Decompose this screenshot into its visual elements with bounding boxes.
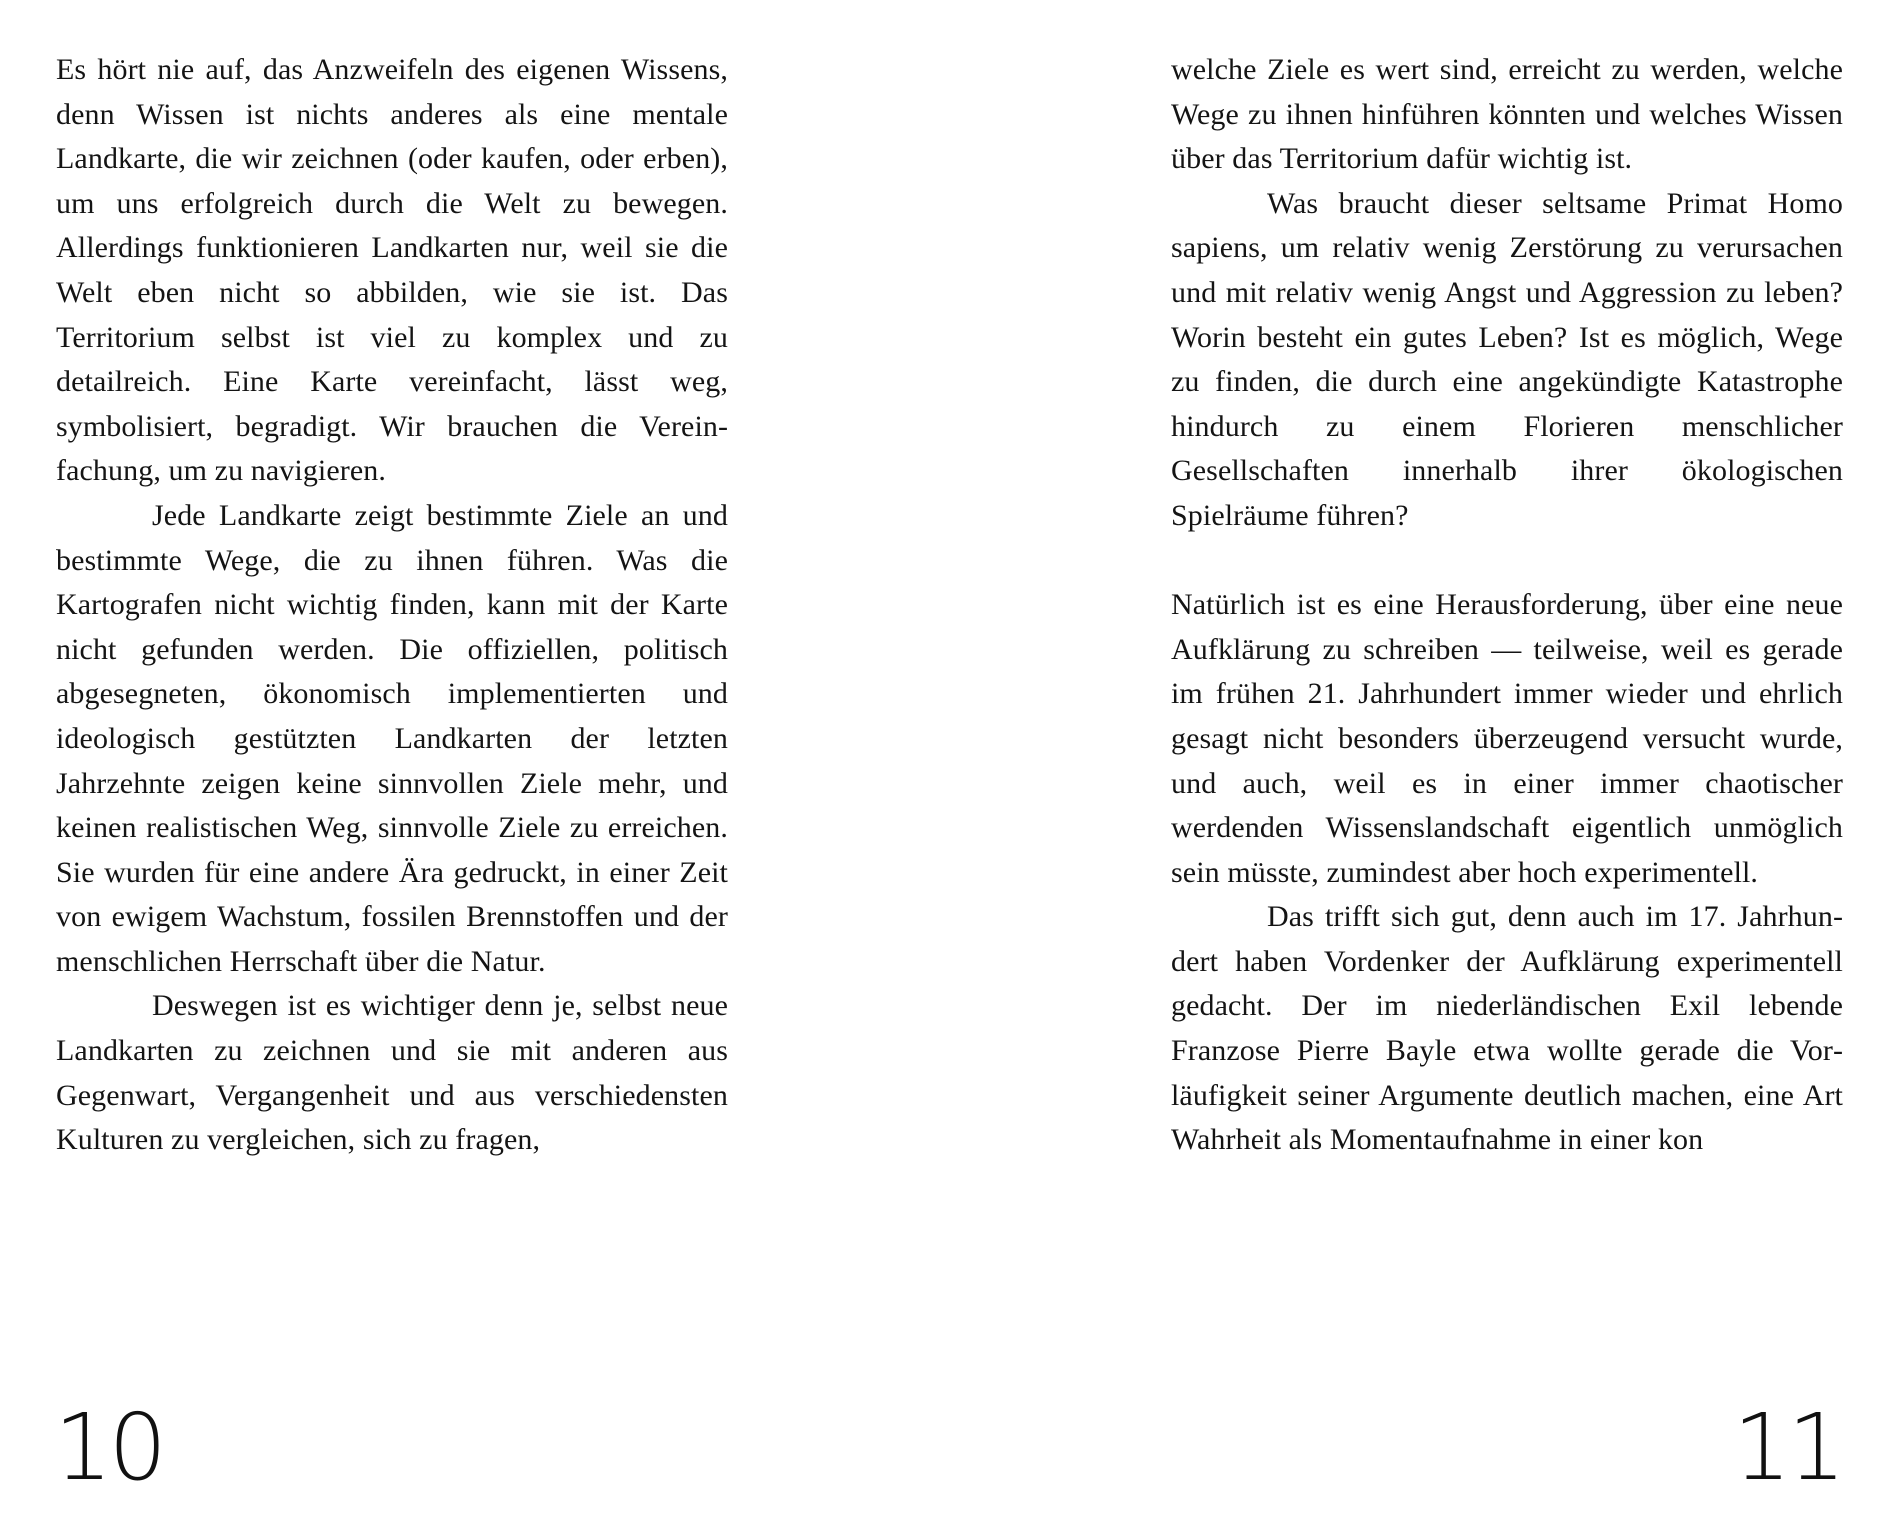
- right-page: [945, 0, 1890, 1536]
- paragraph: Deswegen ist es wichtiger denn je, selbst neue Landkarten zu zeichnen und sie mit anderen aus Gegenwart, Vergangenheit und aus verschiedensten Kulturen zu vergleichen, sich zu fragen,: [56, 989, 728, 1157]
- page-number: 11: [1732, 1394, 1842, 1501]
- left-text-column: [56, 48, 728, 1163]
- paragraph: Es hört nie auf, das Anzweifeln des eigenen Wissens, denn Wissen ist nichts anderes als eine mentale Landkarte, die wir zeichnen (oder kaufen, oder erben), um uns erfolgreich durch die Welt zu bewegen. Allerdings funktionieren Landkarten nur, weil sie die Welt eben nicht so abbilden, wie sie ist. Das Territorium selbst ist viel zu komplex und zu detailreich. Eine Karte vereinfacht, lässt weg, symbolisiert, begradigt. Wir brauchen die Vereinfachung, um zu navigieren.: [56, 53, 728, 488]
- page-number: 10: [54, 1394, 164, 1501]
- paragraph: Was braucht dieser seltsame Primat Homo sapiens, um relativ wenig Zerstörung zu verursachen und mit relativ wenig Angst und Aggression zu leben? Worin besteht ein gutes Leben? Ist es möglich, Wege zu finden, die durch eine angekündigte Katastrophe hindurch zu einem Florieren menschlicher Gesellschaften innerhalb ihrer ökologischen Spielräume führen?: [1171, 186, 1843, 532]
- right-text-column: [1171, 48, 1843, 1163]
- paragraph: welche Ziele es wert sind, erreicht zu werden, welche Wege zu ihnen hinführen könnten und welches Wissen über das Territorium dafür wichtig ist.: [1171, 53, 1843, 176]
- paragraph: Jede Landkarte zeigt bestimmte Ziele an und bestimmte Wege, die zu ihnen führen. Was die Kartografen nicht wichtig finden, kann mit der Karte nicht gefunden werden. Die offiziellen, politisch abgesegneten, ökonomisch implementierten und ideologisch gestützten Landkarten der letzten Jahrzehnte zeigen keine sinnvollen Ziele mehr, und keinen realistischen Weg, sinnvolle Ziele zu erreichen. Sie wurden für eine andere Ära gedruckt, in einer Zeit von ewigem Wachstum, fossilen Brennstoffen und der menschlichen Herrschaft über die Natur.: [56, 498, 728, 978]
- paragraph: Natürlich ist es eine Herausforderung, über eine neue Aufklärung zu schreiben — teilweise, weil es gerade im frühen 21. Jahrhundert immer wieder und ehrlich gesagt nicht besonders überzeugend versucht wurde, und auch, weil es in einer immer chaotischer werdenden Wissenslandschaft eigentlich unmöglich sein müsste, zumindest aber hoch experimentell.: [1171, 588, 1843, 889]
- paragraph: Das trifft sich gut, denn auch im 17. Jahrhundert haben Vordenker der Aufklärung experimentell gedacht. Der im niederländischen Exil lebende Franzose Pierre Bayle etwa wollte gerade die Vorläufigkeit seiner Argumente deutlich machen, eine Art Wahrheit als Momentaufnahme in einer kon: [1171, 900, 1843, 1157]
